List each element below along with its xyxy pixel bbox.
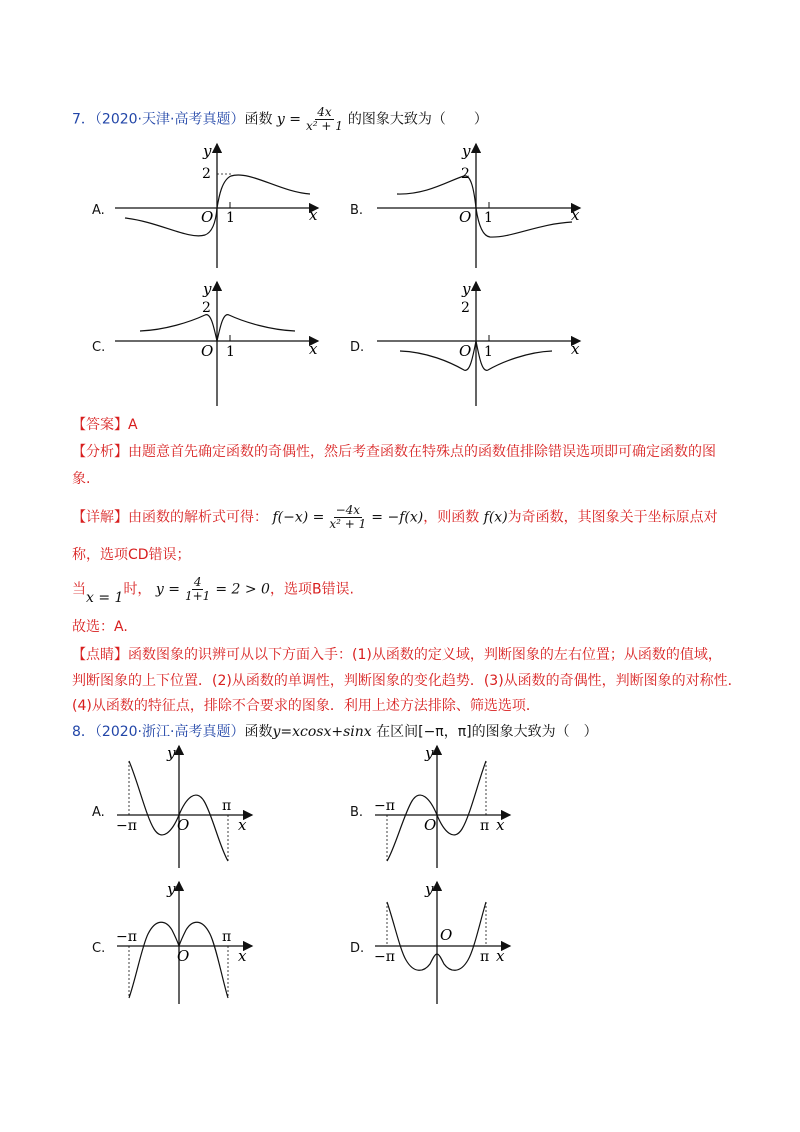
x-label: x [496, 947, 505, 965]
y-label: y [462, 142, 471, 160]
q7-stem [72, 106, 488, 133]
choose-line: 故选：A. [72, 619, 128, 635]
pi-label: π [480, 949, 490, 965]
q7-number: 7． [72, 111, 95, 128]
when-frac [183, 576, 212, 603]
q8-option-c-label: C. [92, 941, 106, 956]
x-label: x [571, 340, 580, 358]
q8-stem-mid: 在区间 [376, 724, 419, 740]
detail-frac [327, 504, 368, 531]
detail-num: −4x [335, 503, 361, 517]
detail-post: 为奇函数，其图象关于坐标原点对 [507, 509, 718, 526]
answer-value: A [128, 417, 138, 433]
detail-den: x² + 1 [329, 517, 367, 531]
q7-graph-a [110, 140, 330, 270]
q8-graph-a [112, 742, 262, 870]
x-label: x [309, 206, 318, 224]
q7-stem-post: 的图象大致为（ ） [347, 111, 488, 128]
two-label: 2 [461, 300, 470, 316]
detail-mid: ，则函数 [423, 509, 480, 526]
detail-f-neg: f(−x) = [272, 509, 325, 526]
pi-label: π [480, 818, 490, 834]
origin-label: O [201, 208, 214, 226]
analysis-line-2: 象. [72, 471, 91, 487]
origin-label: O [177, 816, 190, 834]
q8-func: y=xcosx+sinx [272, 724, 372, 740]
detail-pre: 由函数的解析式可得： [128, 509, 268, 526]
note-text-1: 函数图象的识辨可从以下方面入手：(1)从函数的定义域，判断图象的左右位置；从函数的值域， [128, 647, 722, 663]
x-label: x [238, 816, 247, 834]
when-num: 4 [193, 575, 202, 589]
q8-source: （2020·浙江·高考真题） [94, 724, 245, 740]
x-label: x [496, 816, 505, 834]
q7-func-frac [304, 106, 345, 133]
origin-label: O [201, 342, 214, 360]
analysis-text-1: 由题意首先确定函数的奇偶性，然后考查函数在特殊点的函数值排除错误选项即可确定函数的图 [128, 444, 716, 460]
q8-stem [72, 723, 598, 741]
x-label: x [309, 340, 318, 358]
q7-option-c-label: C. [92, 340, 106, 355]
note-line-1 [72, 646, 722, 664]
y-label: y [462, 280, 471, 298]
when-rhs: = 2 > 0 [215, 581, 270, 598]
analysis-tag: 【分析】 [72, 444, 128, 460]
two-label: 2 [202, 166, 211, 182]
answer-line [72, 416, 138, 434]
q7-option-d-label: D. [350, 340, 365, 355]
answer-tag: 【答案】 [72, 417, 128, 433]
q8-option-a-label: A. [92, 805, 105, 820]
q8-interval: [−π，π] [418, 724, 472, 740]
one-label: 1 [226, 344, 235, 360]
q7-graph-c [110, 278, 330, 408]
detail-line-2: 称，选项CD错误； [72, 547, 191, 563]
y-label: y [425, 880, 434, 898]
detail-line-1 [72, 504, 718, 531]
q7-option-a-label: A. [92, 203, 105, 218]
origin-label: O [459, 208, 472, 226]
q8-number: 8． [72, 724, 95, 740]
note-line-2: 判断图象的上下位置．(2)从函数的单调性，判断图象的变化趋势．(3)从函数的奇偶性，判断图象的对称性． [72, 673, 742, 689]
q8-stem-pre: 函数 [244, 724, 273, 740]
q7-option-b-label: B. [350, 203, 364, 218]
q7-func-y: y = [276, 111, 301, 128]
neg-pi-label: −π [116, 818, 137, 834]
q8-option-b-label: B. [350, 805, 364, 820]
one-label: 1 [484, 210, 493, 226]
y-label: y [203, 280, 212, 298]
note-line-3: (4)从函数的特征点，排除不合要求的图象．利用上述方法排除、筛选选项． [72, 698, 540, 714]
note-tag: 【点睛】 [72, 647, 128, 663]
pi-label: π [222, 929, 232, 945]
when-line [72, 575, 355, 606]
q8-graph-d [370, 878, 520, 1006]
x-label: x [238, 947, 247, 965]
q8-option-d-label: D. [350, 941, 365, 956]
q8-graph-c [112, 878, 262, 1006]
x-label: x [571, 206, 580, 224]
q7-graph-b [372, 140, 592, 270]
y-label: y [167, 744, 176, 762]
neg-pi-label: −π [374, 798, 395, 814]
when-mid: 时， [123, 581, 152, 598]
curve [397, 176, 572, 237]
q8-stem-post: 的图象大致为（ ） [471, 724, 598, 740]
origin-label: O [424, 816, 437, 834]
origin-label: O [459, 342, 472, 360]
when-x: x = 1 [86, 589, 124, 606]
origin-label: O [440, 926, 453, 944]
one-label: 1 [484, 344, 493, 360]
when-den: 1+1 [184, 589, 211, 603]
q7-func-den: x² + 1 [306, 119, 343, 133]
when-y: y = [155, 581, 180, 598]
pi-label: π [222, 798, 232, 814]
y-label: y [203, 142, 212, 160]
q8-graph-b [370, 742, 520, 870]
detail-tag: 【详解】 [72, 509, 128, 526]
two-label: 2 [461, 166, 470, 182]
q7-source: （2020·天津·高考真题） [94, 111, 245, 128]
q7-stem-pre: 函数 [244, 111, 273, 128]
q7-graph-d [372, 278, 592, 408]
detail-rhs: = −f(x) [371, 509, 424, 526]
neg-pi-label: −π [116, 929, 137, 945]
when-post: ，选项B错误. [269, 581, 355, 598]
neg-pi-label: −π [374, 949, 395, 965]
two-label: 2 [202, 300, 211, 316]
origin-label: O [177, 947, 190, 965]
q7-func-num: 4x [317, 105, 332, 119]
analysis-line-1 [72, 443, 716, 461]
y-label: y [167, 880, 176, 898]
when-pre: 当 [72, 581, 86, 598]
detail-fx: f(x) [483, 509, 508, 526]
one-label: 1 [226, 210, 235, 226]
y-label: y [425, 744, 434, 762]
